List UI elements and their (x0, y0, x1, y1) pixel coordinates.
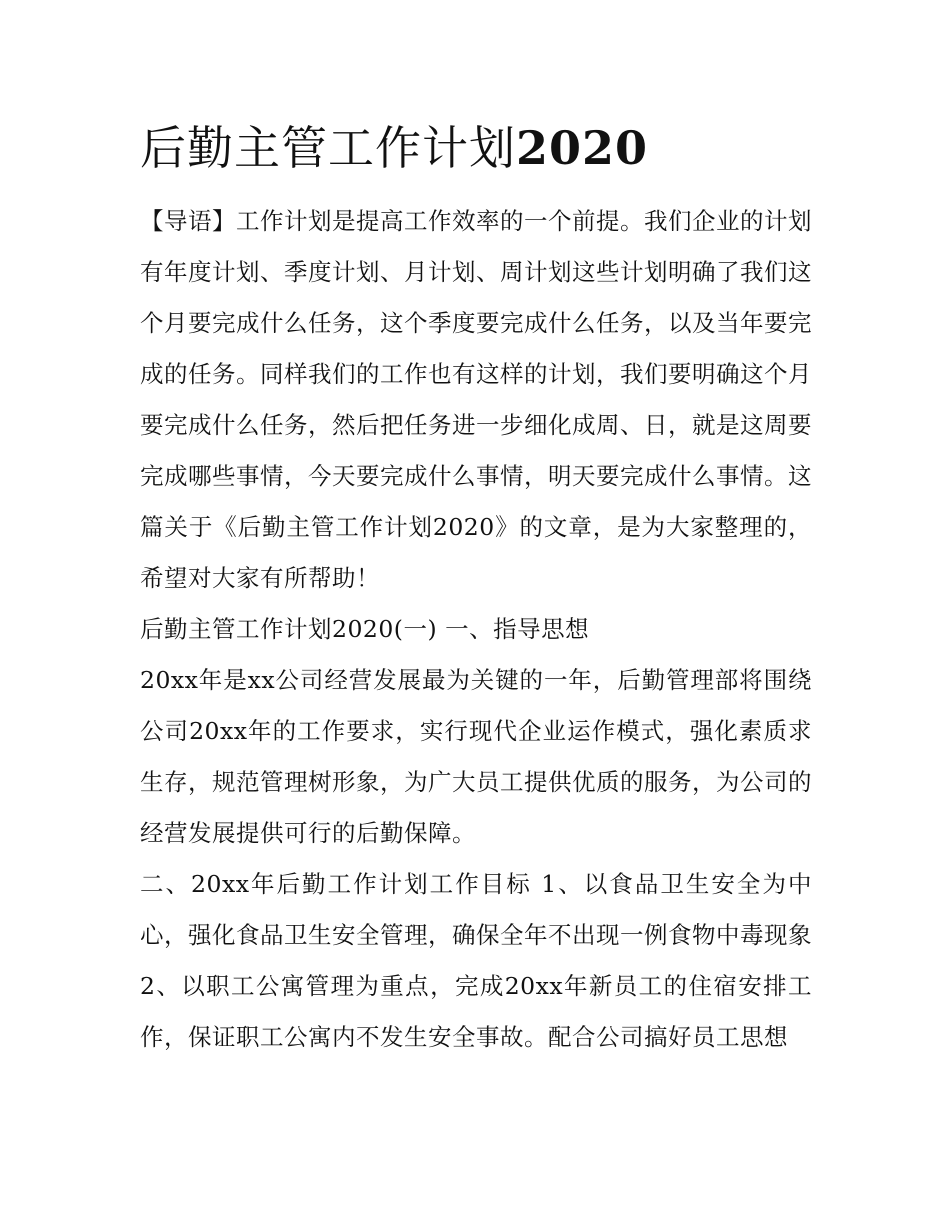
guiding-thoughts-paragraph: 20xx年是xx公司经营发展最为关键的一年，后勤管理部将围绕公司20xx年的工作要求，实行现代企业运作模式，强化素质求生存，规范管理树形象，为广大员工提供优质的服务，为公司的经营发展提供可行的后勤保障。 (140, 666, 812, 847)
work-goals-item-1: 二、20xx年后勤工作计划工作目标 1、以食品卫生安全为中心，强化食品卫生安全管理，确保全年不出现一例食物中毒现象 (140, 870, 812, 949)
work-goals-item-2: 2、以职工公寓管理为重点，完成20xx年新员工的住宿安排工作，保证职工公寓内不发生安全事故。配合公司搞好员工思想 (140, 972, 812, 1051)
document-title (140, 118, 840, 178)
intro-paragraph: 【导语】工作计划是提高工作效率的一个前提。我们企业的计划有年度计划、季度计划、月计划、周计划这些计划明确了我们这个月要完成什么任务，这个季度要完成什么任务，以及当年要完成的任务。同样我们的工作也有这样的计划，我们要明确这个月要完成什么任务，然后把任务进一步细化成周、日，就是这周要完成哪些事情，今天要完成什么事情，明天要完成什么事情。这篇关于《后勤主管工作计划2020》的文章，是为大家整理的，希望对大家有所帮助！ (140, 207, 812, 592)
title-text: 后勤主管工作计划 (140, 121, 516, 175)
section-heading-guiding-thoughts: 后勤主管工作计划2020(一) 一、指导思想 (140, 615, 590, 643)
title-number: 2020 (516, 121, 649, 175)
document-body (140, 196, 812, 1063)
